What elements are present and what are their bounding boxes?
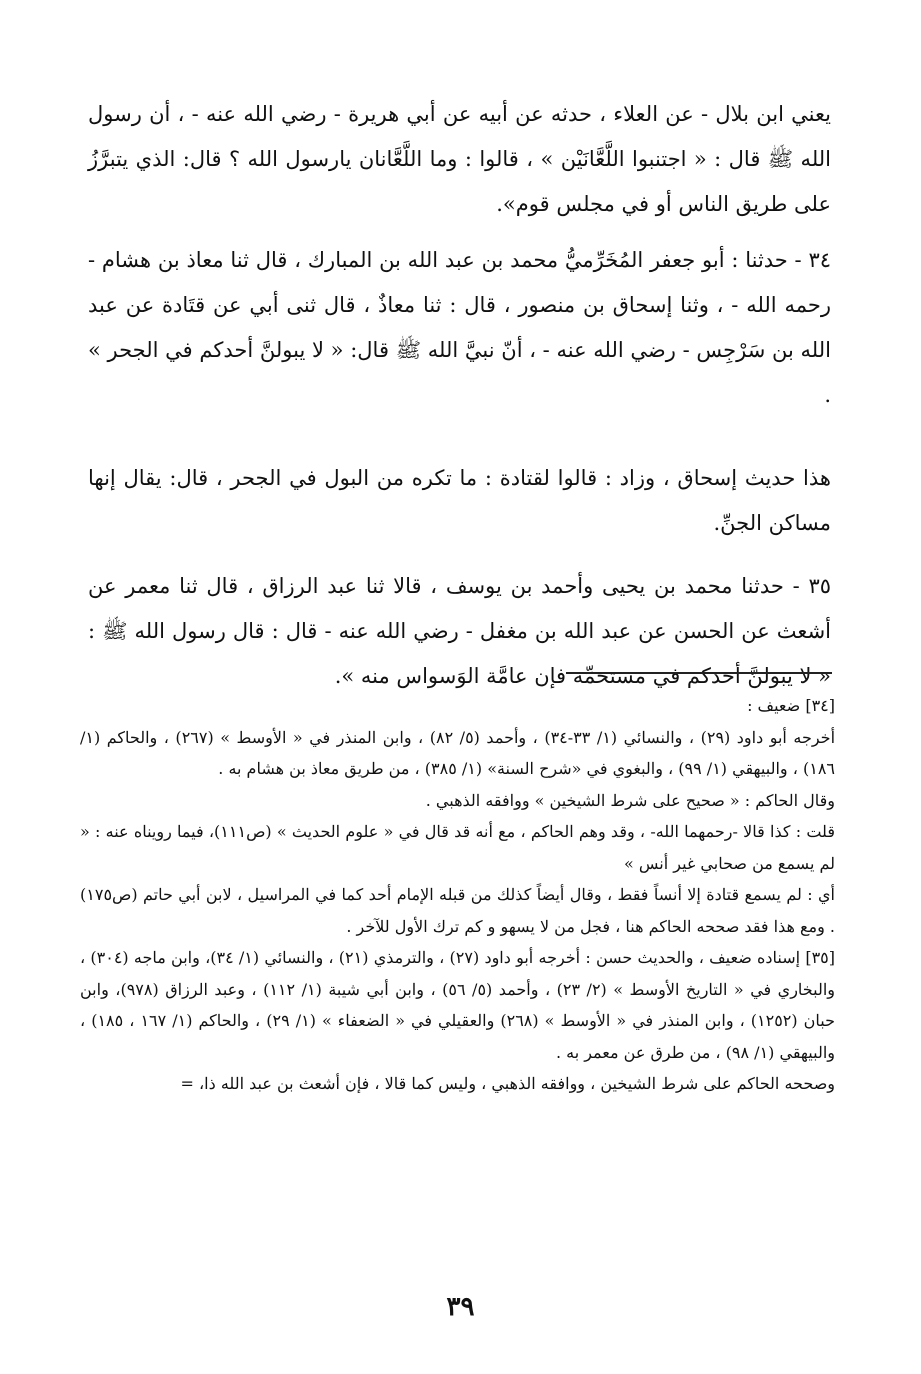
footnote-35-comment: وصححه الحاكم على شرط الشيخين ، ووافقه الذهبي ، وليس كما قالا ، فإن أشعث بن عبد الله ذا، = (180, 1074, 835, 1093)
footnote-34-explanation: أي : لم يسمع قتادة إلا أنساً فقط ، وقال أيضاً كذلك من قبله الإمام أحد كما في المراسيل ، لابن أبي حاتم (ص١٧٥) . ومع هذا فقد صححه الحاكم هنا ، فجل من لا يسهو و كم ترك الأول للآخر . (80, 885, 835, 936)
paragraph-hadith-34-addition: هذا حديث إسحاق ، وزاد : قالوا لقتادة : ما تكره من البول في الجحر ، قال: يقال إنها مساكن الجنِّ. (88, 466, 831, 535)
footnote-34-comment: قلت : كذا قالا -رحمهما الله- ، وقد وهم الحاكم ، مع أنه قد قال في « علوم الحديث » (ص١١١)، فيما رويناه عنه : « لم يسمع من صحابي غير أنس » (80, 822, 835, 873)
paragraph-hadith-33-end: يعني ابن بلال - عن العلاء ، حدثه عن أبيه عن أبي هريرة - رضي الله عنه - ، أن رسول الله ﷺ قال : « اجتنبوا اللَّعَّانَيْن » ، قالوا : وما اللَّعَّانان يارسول الله ؟ قال: الذي يتبرَّزُ على طريق الناس أو في مجلس قوم». (88, 102, 831, 216)
page-number: ٣٩ (446, 1292, 475, 1322)
footnote-34-sources: أخرجه أبو داود (٢٩) ، والنسائي (١/ ٣٣-٣٤) ، وأحمد (٥/ ٨٢) ، وابن المنذر في « الأوسط » (٢٦٧) ، والحاكم (١/ ١٨٦) ، والبيهقي (١/ ٩٩) ، والبغوي في «شرح السنة» (١/ ٣٨٥) ، من طريق معاذ بن هشام به . (80, 727, 836, 778)
footnote-35-sources: [٣٥] إسناده ضعيف ، والحديث حسن : أخرجه أبو داود (٢٧) ، والترمذي (٢١) ، والنسائي (١/ ٣٤)، وابن ماجه (٣٠٤) ، والبخاري في « التاريخ الأوسط » (٢/ ٢٣) ، وأحمد (٥/ ٥٦) ، وابن أبي شيبة (١/ ١١٢) ، وعبد الرزاق (٩٧٨)، وابن حبان (١٢٥٢) ، وابن المنذر في « الأوسط » (٢٦٨) والعقيلي في « الضعفاء » (١/ ٢٩) ، والحاكم (١/ ١٦٧ ، ١٨٥) ، والبيهقي (١/ ٩٨) ، من طرق عن معمر به . (80, 948, 836, 1062)
footnotes (80, 690, 835, 1100)
main-text (88, 92, 831, 704)
footnote-34-heading: [٣٤] ضعيف : (747, 696, 835, 715)
paragraph-hadith-35: ٣٥ - حدثنا محمد بن يحيى وأحمد بن يوسف ، قالا ثنا عبد الرزاق ، قال ثنا معمر عن أشعث عن الحسن عن عبد الله بن مغفل - رضي الله عنه - قال : قال رسول الله ﷺ : « لا يبولنَّ أحدكم في مستحمِّه فإن عامَّة الوَسواس منه ». (88, 574, 831, 688)
paragraph-hadith-34: ٣٤ - حدثنا : أبو جعفر المُخَرِّميُّ محمد بن عبد الله بن المبارك ، قال ثنا معاذ بن هشام - رحمه الله - ، وثنا إسحاق بن منصور ، قال : ثنا معاذٌ ، قال ثنى أبي عن قتَادة عن عبد الله بن سَرْجِس - رضي الله عنه - ، أنّ نبيَّ الله ﷺ قال: « لا يبولنَّ أحدكم في الجحر » . (88, 248, 831, 407)
footnote-34-hakim: وقال الحاكم : « صحيح على شرط الشيخين » ووافقه الذهبي . (425, 790, 835, 810)
footnote-separator (566, 672, 832, 674)
